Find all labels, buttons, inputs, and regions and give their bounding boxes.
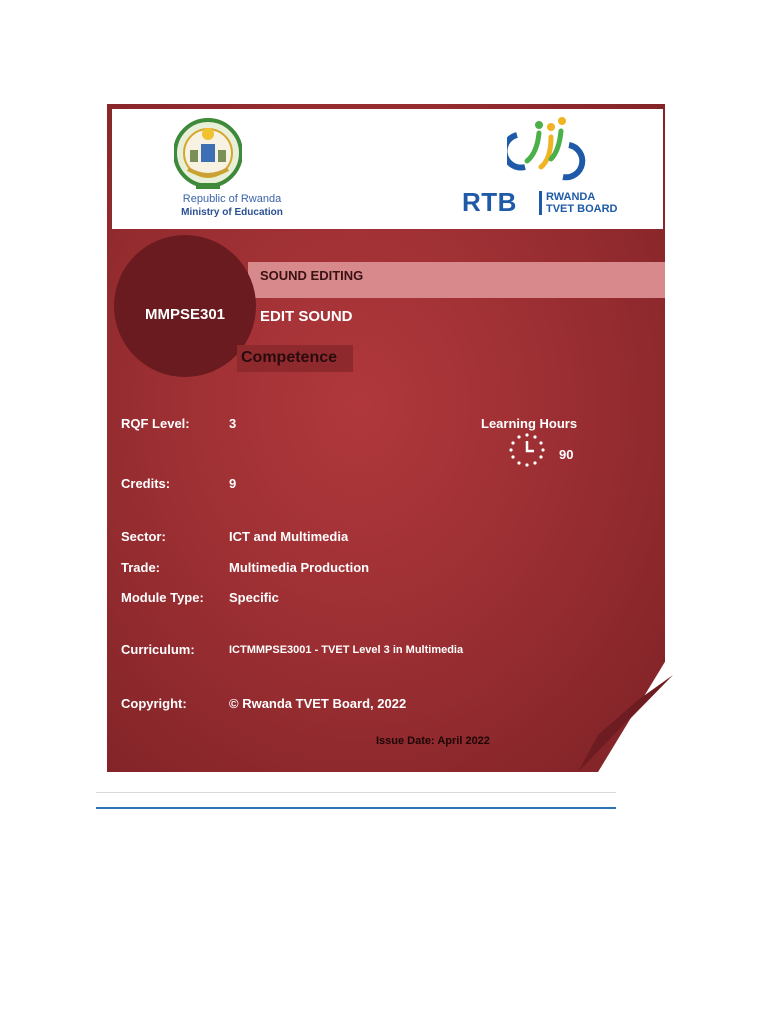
rtb-name-line1: RWANDA — [546, 191, 596, 203]
sector-label: Sector: — [121, 529, 166, 544]
learning-hours-value: 90 — [559, 447, 574, 462]
trade-value: Multimedia Production — [229, 560, 370, 575]
copyright-label: Copyright: — [121, 696, 187, 711]
module-type-label: Module Type: — [121, 590, 204, 605]
module-title: SOUND EDITING — [260, 268, 364, 283]
sector-value: ICT and Multimedia — [229, 529, 349, 544]
learning-hours-label: Learning Hours — [481, 416, 578, 431]
credits-label: Credits: — [121, 476, 171, 491]
competence-label: Competence — [241, 349, 338, 366]
curriculum-value: ICTMMPSE3001 - TVET Level 3 in Multimedia — [229, 644, 464, 656]
footer-rule-grey — [96, 792, 616, 793]
trade-label: Trade: — [121, 560, 161, 575]
footer-rule-blue — [96, 807, 616, 809]
republic-of-rwanda-text: Republic of Rwanda — [182, 193, 282, 205]
rqf-level-label: RQF Level: — [121, 416, 190, 431]
curriculum-label: Curriculum: — [121, 642, 195, 657]
module-code: MMPSE301 — [144, 306, 226, 323]
rtb-abbreviation: RTB — [462, 187, 517, 217]
ministry-of-education-text: Ministry of Education — [181, 207, 283, 218]
credits-value: 9 — [229, 476, 237, 491]
clock-icon — [509, 433, 545, 467]
rtb-gear-logo-icon — [507, 115, 587, 189]
copyright-value: © Rwanda TVET Board, 2022 — [229, 696, 407, 711]
rqf-level-value: 3 — [229, 416, 237, 431]
competence-title: EDIT SOUND — [260, 308, 353, 325]
rtb-divider — [539, 191, 542, 215]
page-curl-corner — [578, 675, 673, 772]
issue-date: Issue Date: April 2022 — [376, 735, 490, 747]
rwanda-coat-of-arms-icon — [174, 117, 242, 193]
rtb-full-name — [546, 191, 618, 215]
module-type-value: Specific — [229, 590, 279, 605]
logo-header — [112, 109, 663, 229]
rtb-name-line2: TVET BOARD — [546, 203, 618, 215]
